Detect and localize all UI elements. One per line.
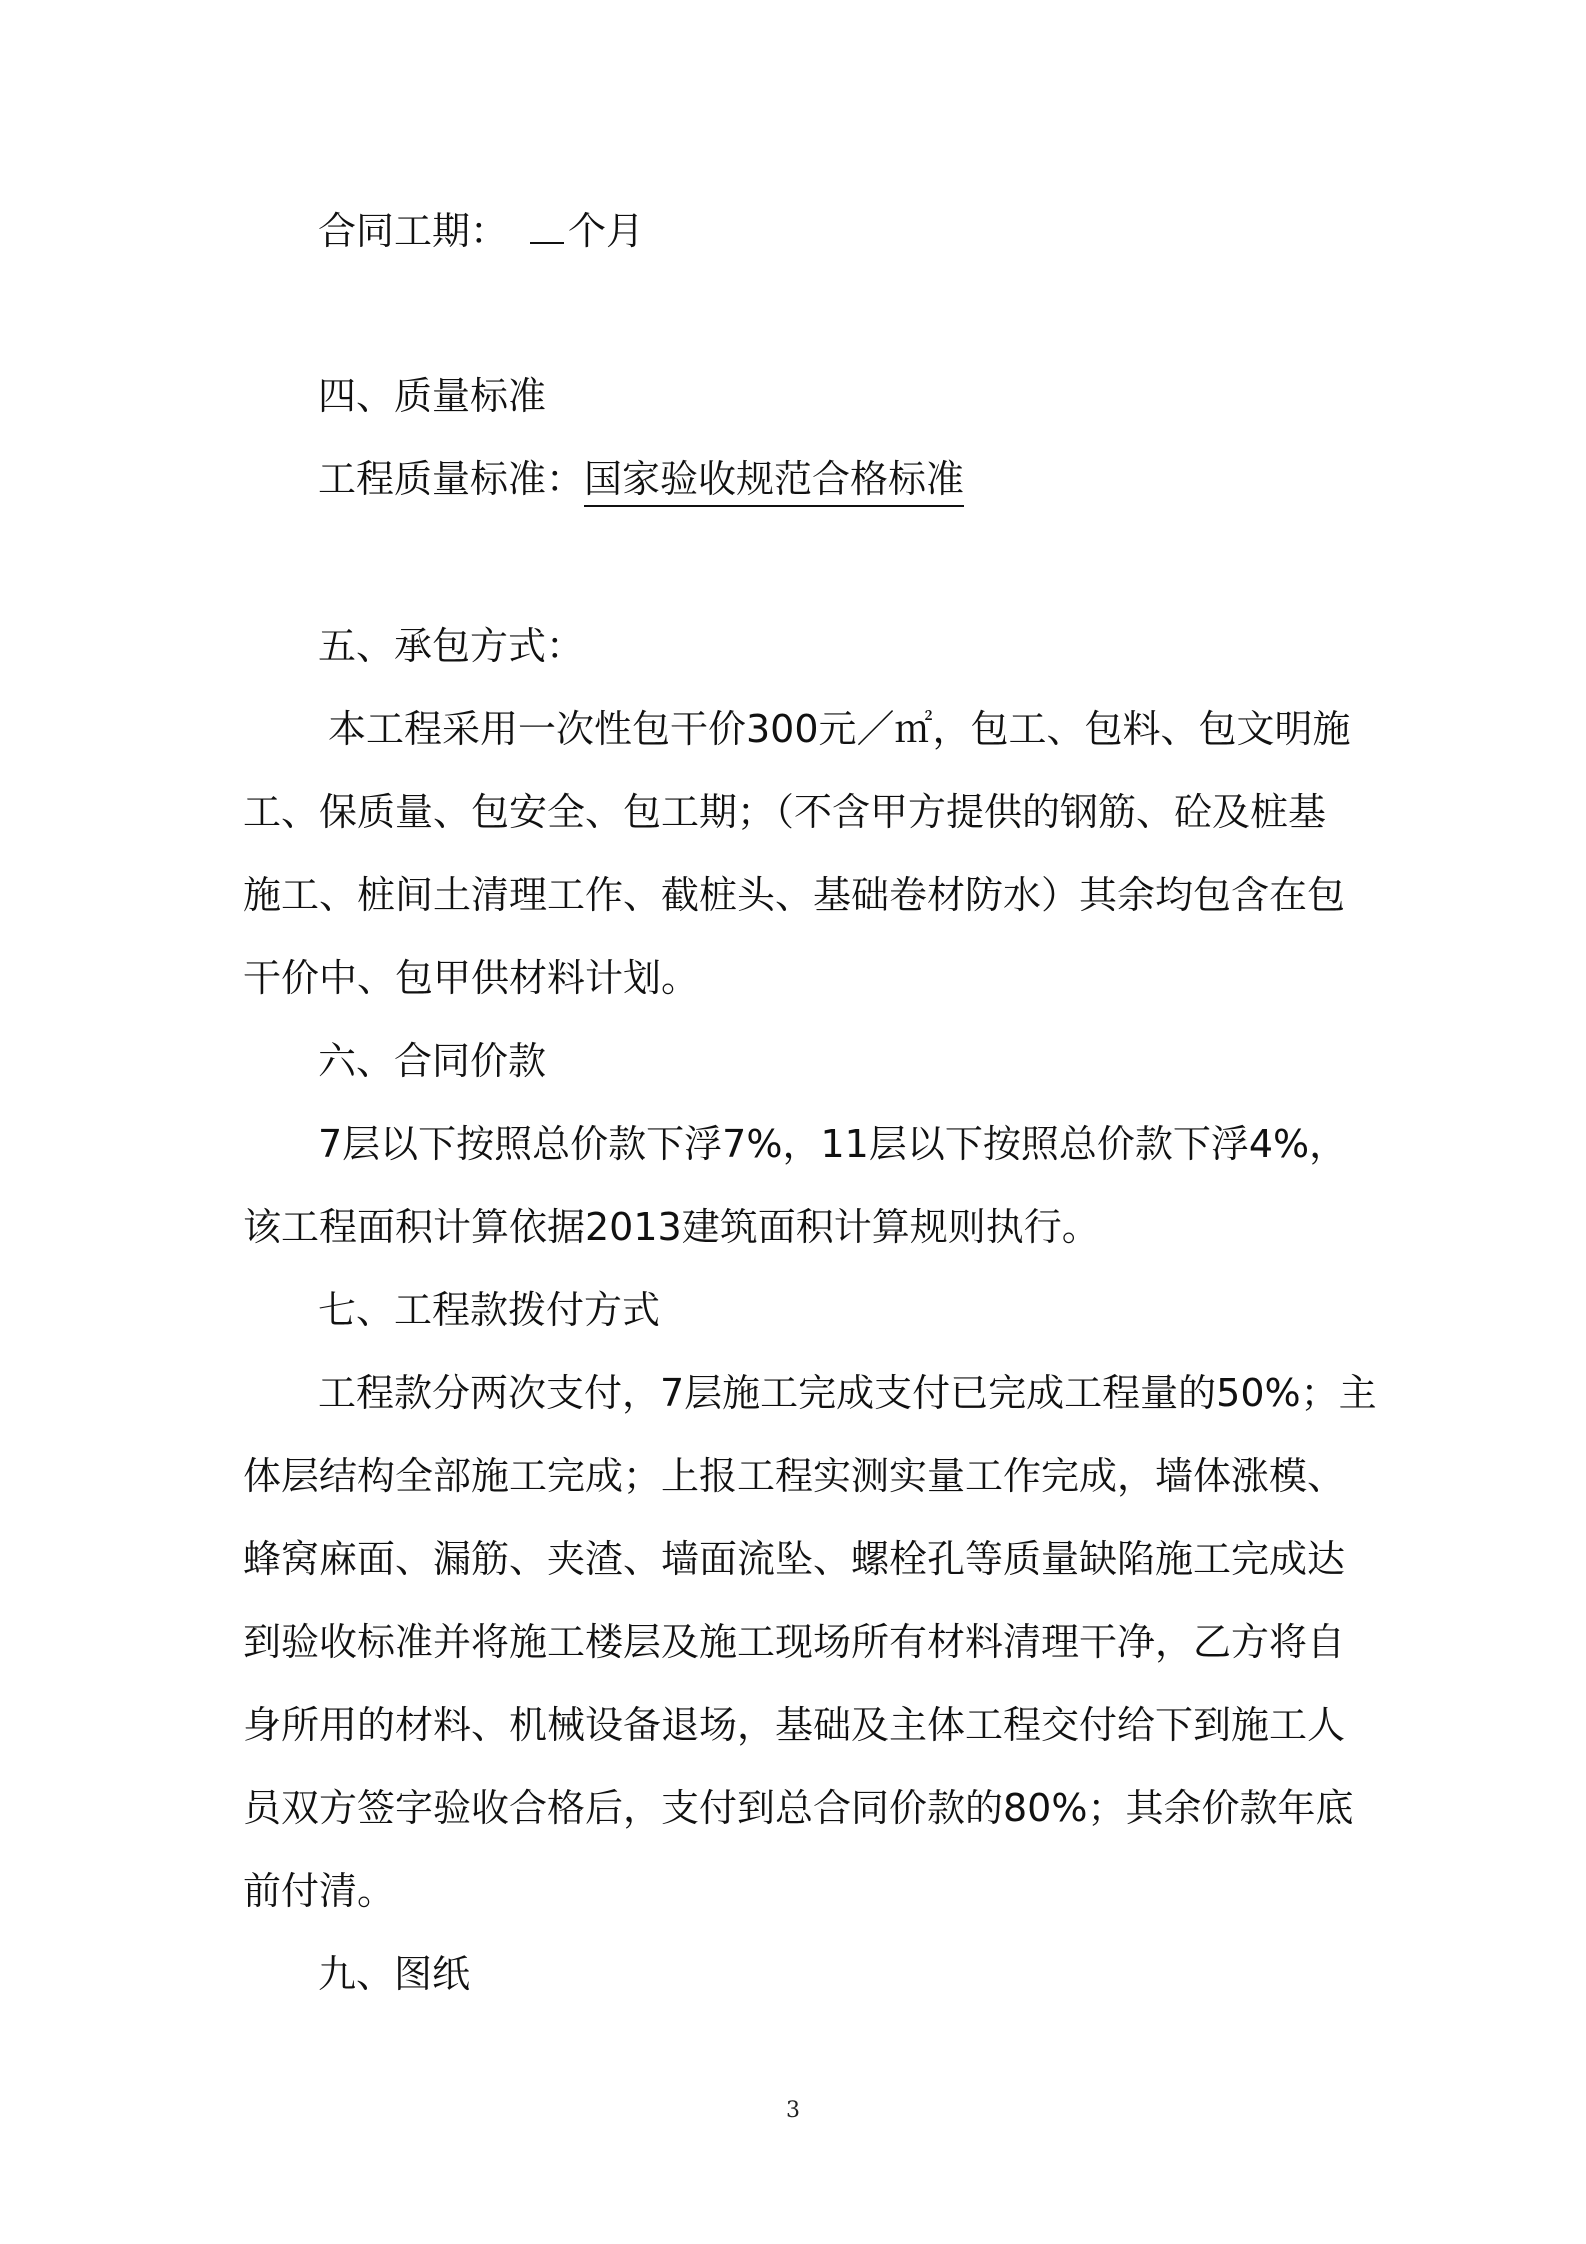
- contracting-line-1: 本工程采用一次性包干价300元／㎡，包工、包料、包文明施: [328, 707, 1351, 751]
- payment-line-6: 员双方签字验收合格后，支付到总合同价款的80%；其余价款年底: [243, 1786, 1354, 1830]
- quality-standard-value: 国家验收规范合格标准: [584, 457, 964, 507]
- contract-period-label: 合同工期：: [318, 209, 509, 253]
- contracting-line-4: 干价中、包甲供材料计划。: [243, 956, 700, 1000]
- contract-period-blank: [530, 206, 564, 244]
- page-number: 3: [786, 2098, 800, 2123]
- contracting-line-2: 工、保质量、包安全、包工期；（不含甲方提供的钢筋、砼及桩基: [243, 790, 1327, 834]
- payment-heading: 七、工程款拨付方式: [318, 1288, 661, 1332]
- contract-period-line: [318, 205, 644, 257]
- contract-period-unit: 个月: [568, 209, 645, 253]
- payment-line-4: 到验收标准并将施工楼层及施工现场所有材料清理干净，乙方将自: [243, 1620, 1346, 1664]
- payment-line-5: 身所用的材料、机械设备退场，基础及主体工程交付给下到施工人: [243, 1703, 1346, 1747]
- quality-heading: 四、质量标准: [318, 374, 547, 418]
- payment-line-1: 工程款分两次支付，7层施工完成支付已完成工程量的50%；主: [318, 1371, 1377, 1415]
- price-heading: 六、合同价款: [318, 1039, 547, 1083]
- quality-standard-line: [318, 453, 964, 505]
- payment-line-2: 体层结构全部施工完成；上报工程实测实量工作完成，墙体涨模、: [243, 1454, 1346, 1498]
- payment-line-7: 前付清。: [243, 1869, 396, 1913]
- drawings-heading: 九、图纸: [318, 1952, 471, 1996]
- price-line-2: 该工程面积计算依据2013建筑面积计算规则执行。: [243, 1205, 1100, 1249]
- price-line-1: 7层以下按照总价款下浮7%，11层以下按照总价款下浮4%，: [318, 1122, 1348, 1166]
- quality-standard-label: 工程质量标准：: [318, 457, 585, 501]
- contracting-heading: 五、承包方式：: [318, 624, 585, 668]
- payment-line-3: 蜂窝麻面、漏筋、夹渣、墙面流坠、螺栓孔等质量缺陷施工完成达: [243, 1537, 1346, 1581]
- contracting-line-3: 施工、桩间土清理工作、截桩头、基础卷材防水）其余均包含在包: [243, 873, 1346, 917]
